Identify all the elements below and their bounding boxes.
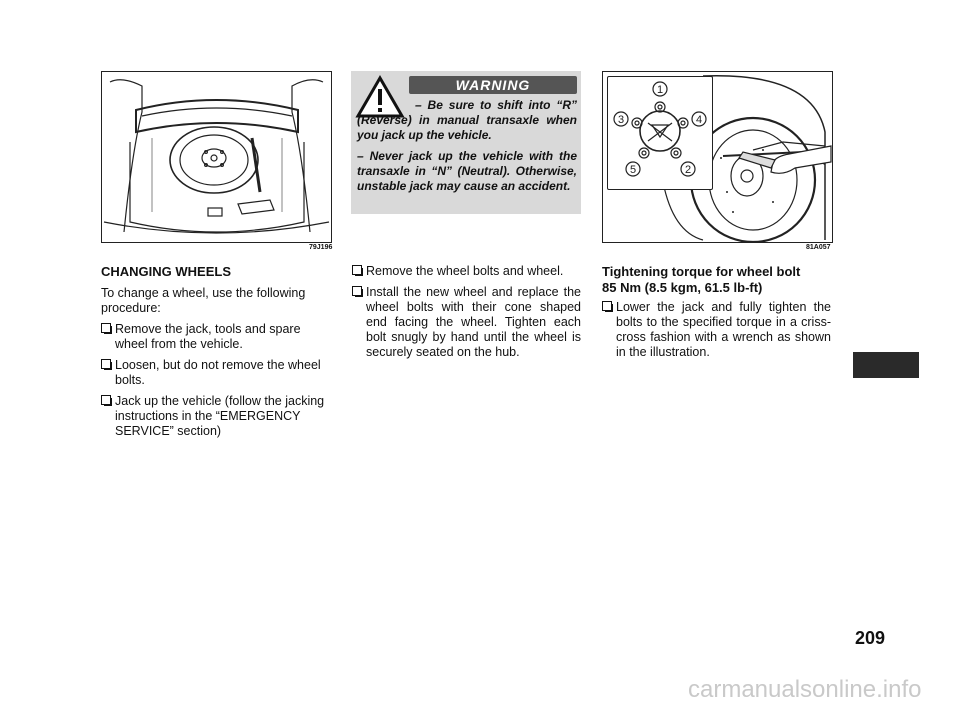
list-item: Remove the jack, tools and spare wheel from the vehicle. bbox=[101, 322, 330, 352]
torque-heading bbox=[602, 264, 831, 296]
figure-code-left: 79J196 bbox=[309, 244, 333, 251]
warning-paragraph-1: – Be sure to shift into “R” (Reverse) in manual transaxle when you jack up the vehicle. bbox=[357, 98, 577, 142]
column-install-wheel bbox=[352, 264, 581, 366]
warning-paragraph-2: – Never jack up the vehicle with the transaxle in “N” (Neutral). Otherwise, unstable jack may cause an accident. bbox=[357, 149, 577, 193]
warning-title: WARNING bbox=[455, 77, 531, 93]
checkbox-bullet-icon bbox=[101, 395, 111, 405]
list-item: Loosen, but do not remove the wheel bolts. bbox=[101, 358, 330, 388]
column-tightening-torque bbox=[602, 264, 831, 366]
hand-with-wrench-icon bbox=[723, 132, 832, 182]
section-heading: CHANGING WHEELS bbox=[101, 264, 231, 279]
checkbox-bullet-icon bbox=[602, 301, 612, 311]
checkbox-bullet-icon bbox=[101, 359, 111, 369]
warning-box bbox=[351, 71, 581, 214]
intro-paragraph: To change a wheel, use the following procedure: bbox=[101, 286, 306, 315]
bolt-pattern-diagram bbox=[608, 77, 712, 189]
watermark: carmanualsonline.info bbox=[688, 676, 922, 703]
bolt-number-1: 1 bbox=[656, 84, 664, 96]
warning-text bbox=[357, 98, 577, 194]
list-item: Install the new wheel and replace the wheel bolts with their cone shaped end facing the wheel. Tighten each bolt snugly by hand until the wheel is securely seated on the hub. bbox=[352, 285, 581, 360]
page-number: 209 bbox=[855, 628, 886, 648]
procedure-list-2 bbox=[352, 264, 581, 360]
bolt-pattern-inset bbox=[607, 76, 713, 190]
procedure-list-1 bbox=[101, 322, 330, 439]
wheel-bolt-figure bbox=[602, 71, 833, 243]
list-item: Remove the wheel bolts and wheel. bbox=[352, 264, 581, 279]
torque-heading-line-2: 85 Nm (8.5 kgm, 61.5 lb-ft) bbox=[602, 280, 763, 295]
checkbox-bullet-icon bbox=[352, 286, 362, 296]
list-item: Lower the jack and fully tighten the bolts to the specified torque in a criss-cross fashion with a wrench as shown in the illustration. bbox=[602, 300, 831, 360]
section-tab-marker bbox=[853, 352, 919, 378]
bolt-number-3: 3 bbox=[617, 114, 625, 126]
bolt-number-2: 2 bbox=[684, 164, 692, 176]
bolt-number-5: 5 bbox=[629, 164, 637, 176]
checkbox-bullet-icon bbox=[352, 265, 362, 275]
checkbox-bullet-icon bbox=[101, 323, 111, 333]
column-changing-wheels bbox=[101, 264, 330, 445]
figure-code-right: 81A057 bbox=[806, 244, 831, 251]
procedure-list-3 bbox=[602, 300, 831, 360]
torque-heading-line-1: Tightening torque for wheel bolt bbox=[602, 264, 801, 279]
bolt-number-4: 4 bbox=[695, 114, 703, 126]
list-item: Jack up the vehicle (follow the jacking instructions in the “EMERGENCY SERVICE” section) bbox=[101, 394, 330, 439]
trunk-spare-wheel-illustration bbox=[102, 72, 331, 242]
warning-title-bar bbox=[409, 76, 577, 94]
spare-wheel-figure bbox=[101, 71, 332, 243]
